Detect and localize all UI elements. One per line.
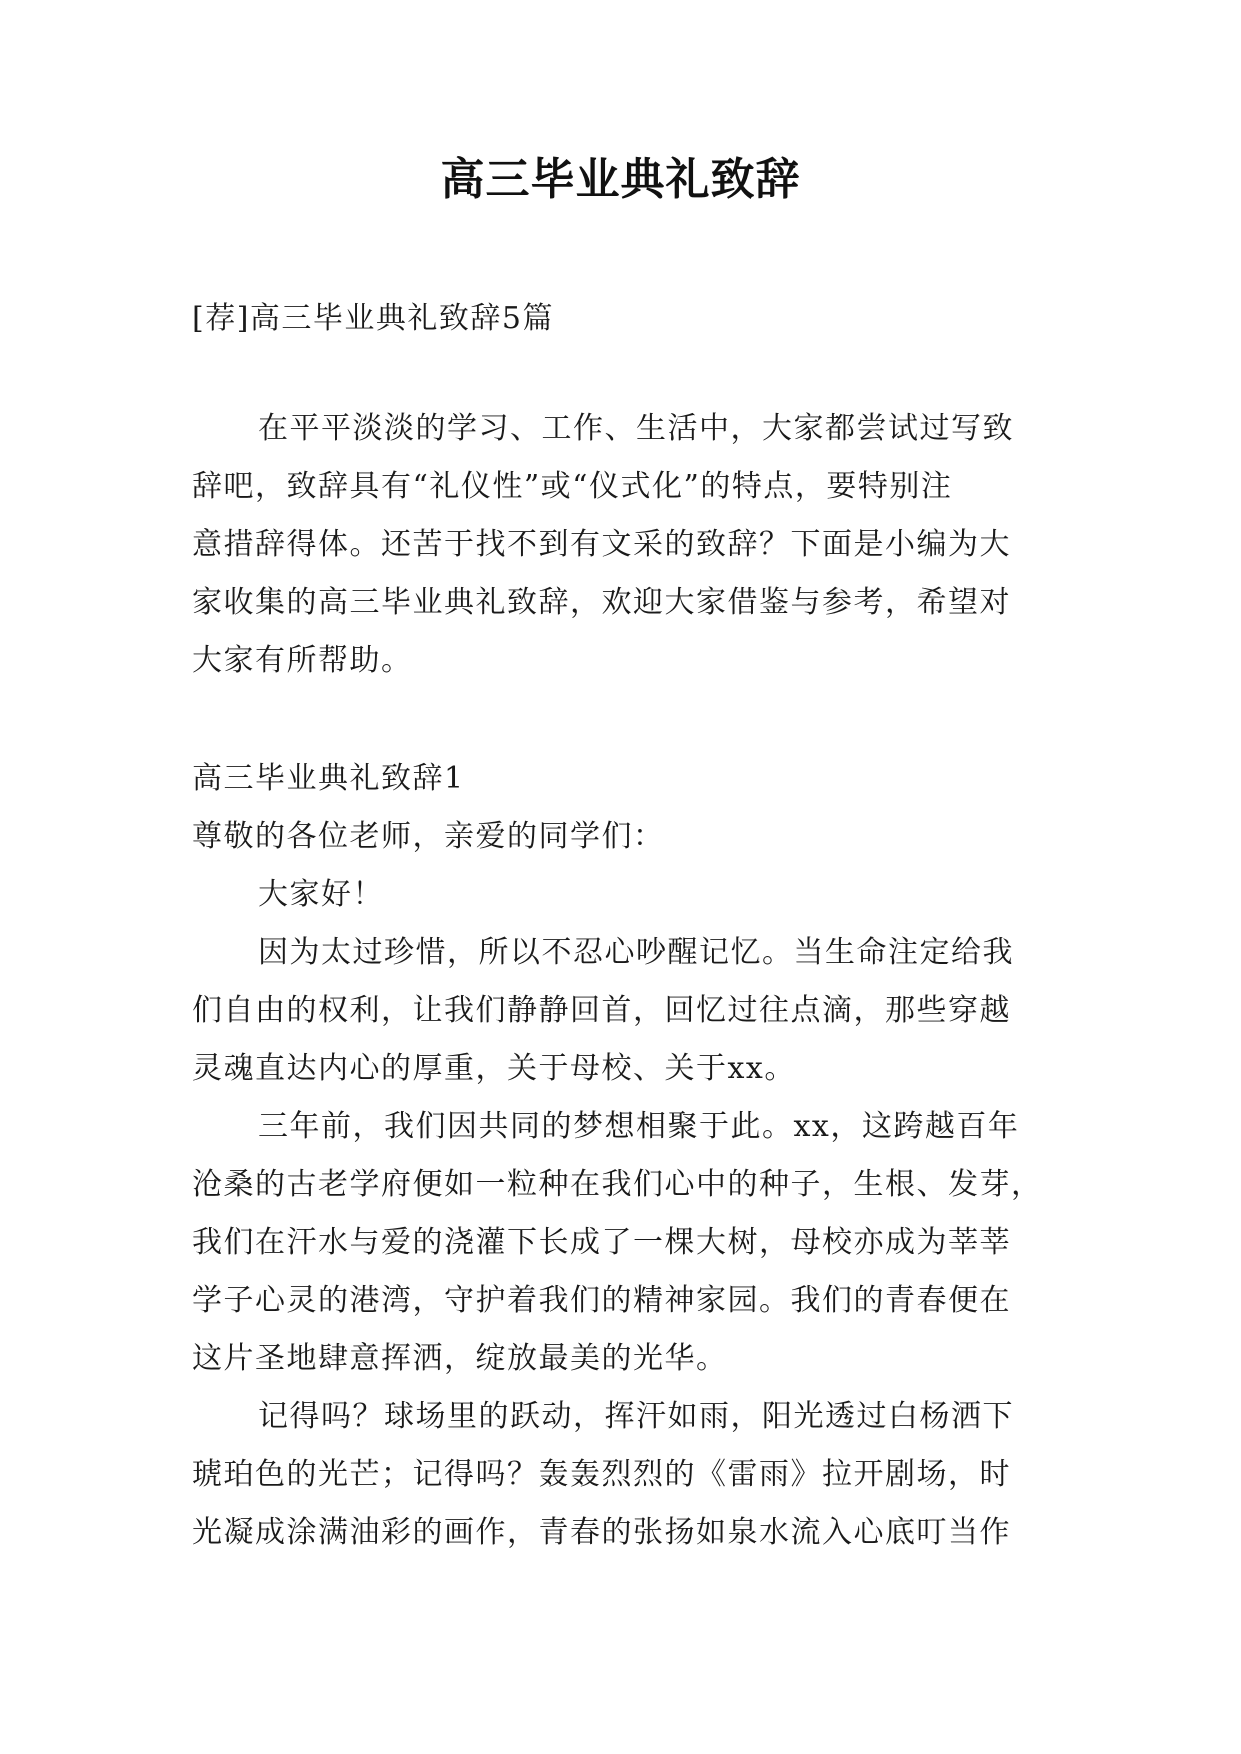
intro-paragraph — [192, 400, 1055, 690]
subtitle-text: [荐]高三毕业典礼致辞5篇 — [192, 301, 554, 336]
paragraph-line: 光凝成涂满油彩的画作，青春的张扬如泉水流入心底叮当作 — [192, 1515, 1011, 1550]
paragraph-line: 因为太过珍惜，所以不忍心吵醒记忆。当生命注定给我 — [258, 935, 1014, 970]
greeting: 大家好！ — [258, 877, 384, 912]
salutation: 尊敬的各位老师，亲爱的同学们： — [192, 819, 665, 854]
intro-line: 辞吧，致辞具有“礼仪性”或“仪式化”的特点，要特别注 — [192, 469, 953, 504]
paragraph-line: 这片圣地肆意挥洒，绽放最美的光华。 — [192, 1341, 728, 1376]
paragraph-line: 灵魂直达内心的厚重，关于母校、关于xx。 — [192, 1051, 796, 1086]
paragraph-line: 沧桑的古老学府便如一粒种在我们心中的种子，生根、发芽， — [192, 1167, 1043, 1202]
intro-line: 大家有所帮助。 — [192, 643, 413, 678]
intro-line: 在平平淡淡的学习、工作、生活中，大家都尝试过写致 — [258, 411, 1014, 446]
intro-line: 意措辞得体。还苦于找不到有文采的致辞？下面是小编为大 — [192, 527, 1011, 562]
paragraph-line: 学子心灵的港湾，守护着我们的精神家园。我们的青春便在 — [192, 1283, 1011, 1318]
paragraph-line: 们自由的权利，让我们静静回首，回忆过往点滴，那些穿越 — [192, 993, 1011, 1028]
speech-section — [192, 750, 1055, 1562]
document-subtitle — [192, 290, 1055, 348]
intro-line: 家收集的高三毕业典礼致辞，欢迎大家借鉴与参考，希望对 — [192, 585, 1011, 620]
paragraph-line: 琥珀色的光芒；记得吗？轰轰烈烈的《雷雨》拉开剧场，时 — [192, 1457, 1011, 1492]
paragraph-line: 三年前，我们因共同的梦想相聚于此。xx，这跨越百年 — [258, 1109, 1020, 1144]
paragraph-line: 记得吗？球场里的跃动，挥汗如雨，阳光透过白杨洒下 — [258, 1399, 1014, 1434]
document-title: 高三毕业典礼致辞 — [440, 154, 801, 205]
paragraph-line: 我们在汗水与爱的浇灌下长成了一棵大树，母校亦成为莘莘 — [192, 1225, 1011, 1260]
section-heading: 高三毕业典礼致辞1 — [192, 761, 465, 796]
